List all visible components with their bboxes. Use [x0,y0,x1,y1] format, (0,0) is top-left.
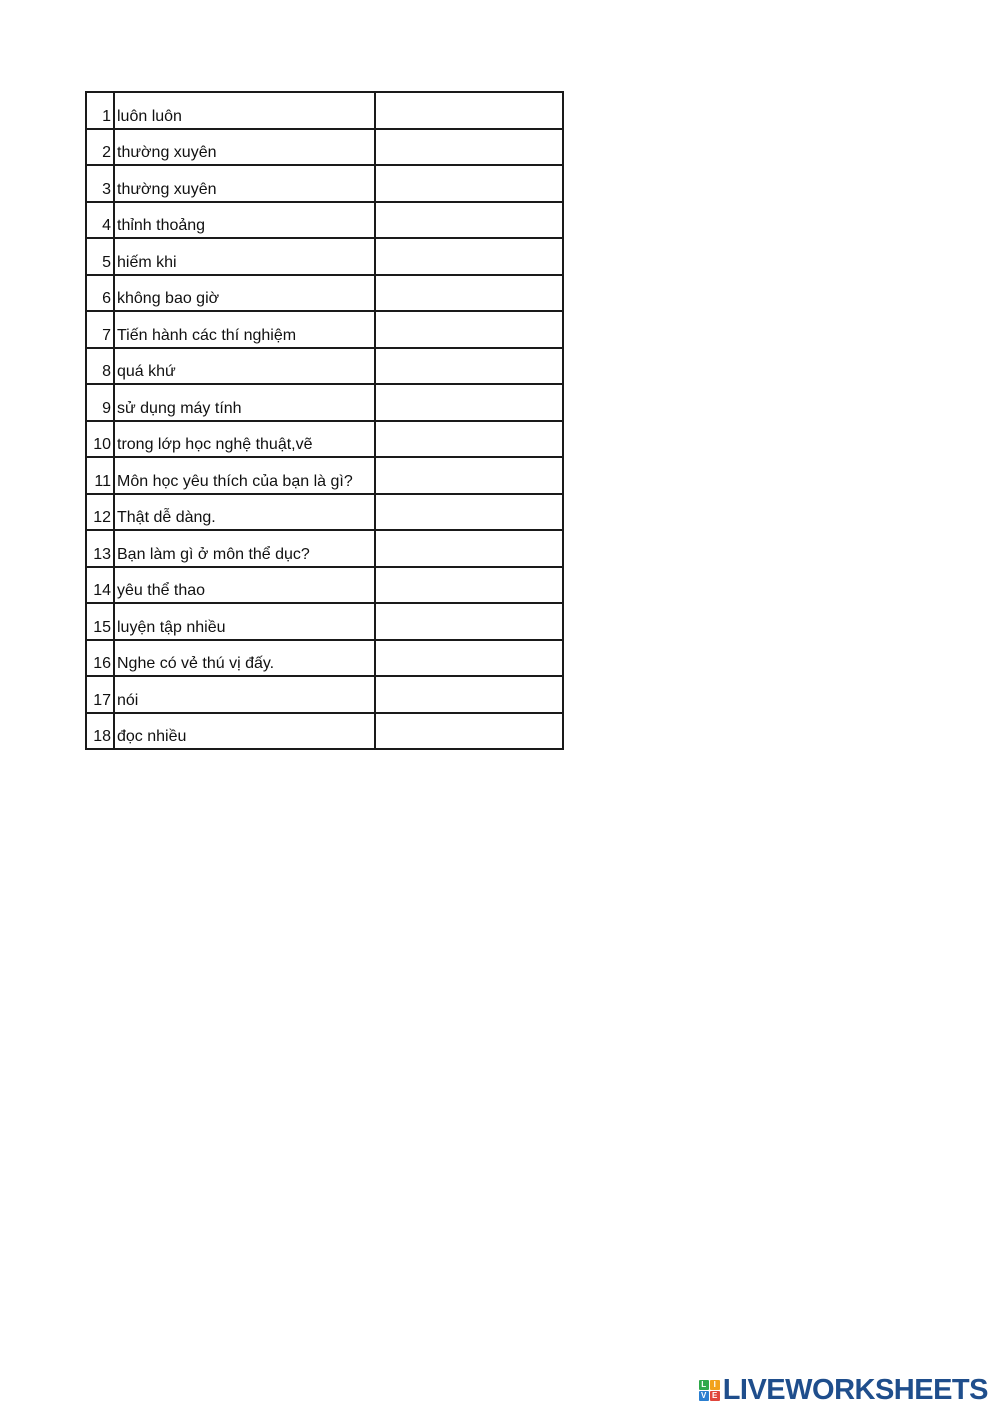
row-phrase: không bao giờ [114,275,375,312]
table-row [86,311,563,348]
row-phrase: luôn luôn [114,92,375,129]
answer-input[interactable] [376,279,562,310]
row-phrase: trong lớp học nghệ thuật,vẽ [114,421,375,458]
row-phrase: sử dụng máy tính [114,384,375,421]
answer-cell[interactable] [375,567,563,604]
table-row [86,676,563,713]
row-number: 7 [86,311,114,348]
row-number: 6 [86,275,114,312]
row-phrase: Môn học yêu thích của bạn là gì? [114,457,375,494]
answer-input[interactable] [376,206,562,237]
row-phrase: thường xuyên [114,165,375,202]
table-row [86,567,563,604]
row-phrase: luyện tập nhiều [114,603,375,640]
answer-cell[interactable] [375,640,563,677]
row-number: 2 [86,129,114,166]
table-row [86,348,563,385]
answer-input[interactable] [376,425,562,456]
answer-cell[interactable] [375,494,563,531]
row-phrase: thỉnh thoảng [114,202,375,239]
table-row [86,275,563,312]
table-row [86,92,563,129]
answer-cell[interactable] [375,92,563,129]
answer-input[interactable] [376,535,562,566]
table-row [86,202,563,239]
table-row [86,384,563,421]
row-number: 8 [86,348,114,385]
logo-tile-e: E [710,1391,720,1401]
answer-input[interactable] [376,462,562,493]
row-number: 4 [86,202,114,239]
liveworksheets-logo [699,1376,988,1405]
worksheet-table [85,91,564,750]
answer-input[interactable] [376,170,562,201]
row-phrase: Tiến hành các thí nghiệm [114,311,375,348]
answer-input[interactable] [376,389,562,420]
answer-input[interactable] [376,608,562,639]
row-number: 10 [86,421,114,458]
row-phrase: hiếm khi [114,238,375,275]
answer-cell[interactable] [375,238,563,275]
row-number: 14 [86,567,114,604]
answer-cell[interactable] [375,676,563,713]
answer-cell[interactable] [375,457,563,494]
answer-cell[interactable] [375,129,563,166]
table-row [86,530,563,567]
answer-input[interactable] [376,316,562,347]
row-number: 17 [86,676,114,713]
row-phrase: thường xuyên [114,129,375,166]
row-phrase: đọc nhiều [114,713,375,750]
row-number: 18 [86,713,114,750]
answer-input[interactable] [376,243,562,274]
answer-cell[interactable] [375,165,563,202]
answer-cell[interactable] [375,421,563,458]
answer-cell[interactable] [375,202,563,239]
row-number: 15 [86,603,114,640]
worksheet-rows [86,92,563,749]
table-row [86,238,563,275]
table-row [86,603,563,640]
row-phrase: Thật dễ dàng. [114,494,375,531]
row-phrase: Bạn làm gì ở môn thể dục? [114,530,375,567]
answer-input[interactable] [376,571,562,602]
table-row [86,713,563,750]
row-number: 16 [86,640,114,677]
table-row [86,129,563,166]
table-row [86,165,563,202]
answer-cell[interactable] [375,311,563,348]
answer-cell[interactable] [375,275,563,312]
table-row [86,494,563,531]
row-phrase: yêu thể thao [114,567,375,604]
row-phrase: Nghe có vẻ thú vị đấy. [114,640,375,677]
answer-input[interactable] [376,681,562,712]
answer-input[interactable] [376,352,562,383]
answer-cell[interactable] [375,713,563,750]
row-number: 1 [86,92,114,129]
row-number: 11 [86,457,114,494]
liveworksheets-logo-text: LIVEWORKSHEETS [722,1374,988,1406]
table-row [86,457,563,494]
answer-cell[interactable] [375,603,563,640]
answer-input[interactable] [376,133,562,164]
logo-tile-l: L [699,1380,709,1390]
answer-input[interactable] [376,97,562,128]
row-phrase: quá khứ [114,348,375,385]
logo-tile-i: I [710,1380,720,1390]
answer-input[interactable] [376,498,562,529]
answer-input[interactable] [376,717,562,748]
table-row [86,640,563,677]
row-number: 12 [86,494,114,531]
answer-cell[interactable] [375,348,563,385]
liveworksheets-logo-icon [699,1380,720,1401]
row-number: 5 [86,238,114,275]
row-phrase: nói [114,676,375,713]
row-number: 13 [86,530,114,567]
table-row [86,421,563,458]
row-number: 9 [86,384,114,421]
logo-tile-v: V [699,1391,709,1401]
answer-input[interactable] [376,644,562,675]
row-number: 3 [86,165,114,202]
answer-cell[interactable] [375,530,563,567]
answer-cell[interactable] [375,384,563,421]
